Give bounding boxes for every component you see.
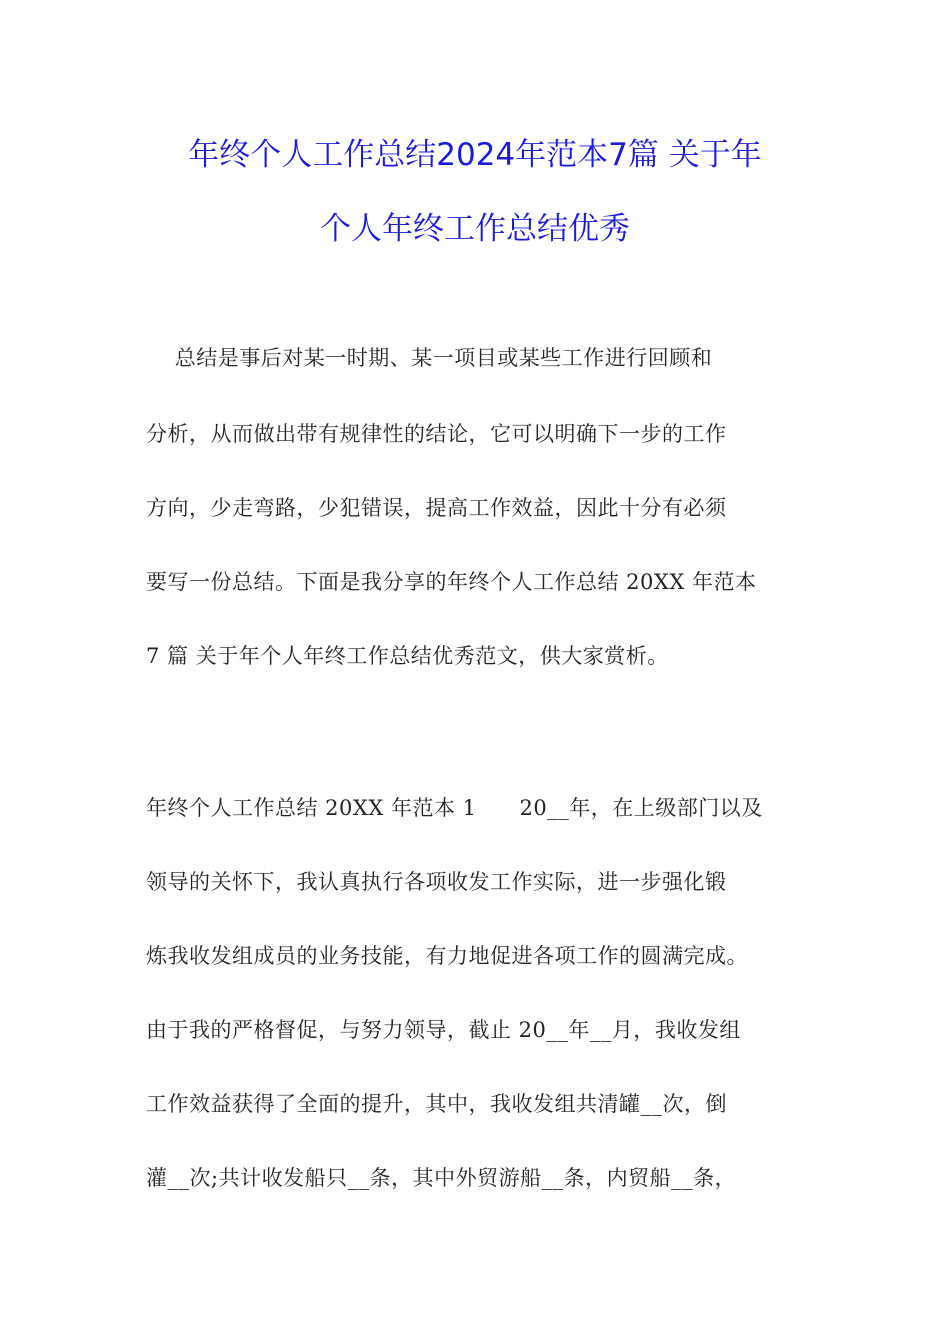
body-line-5: 工作效益获得了全面的提升，其中，我收发组共清罐__次，倒 bbox=[146, 1092, 727, 1116]
body-line-2: 领导的关怀下，我认真执行各项收发工作实际，进一步强化锻 bbox=[146, 870, 727, 894]
intro-line-4: 要写一份总结。下面是我分享的年终个人工作总结 20XX 年范本 bbox=[146, 570, 757, 594]
intro-line-5: 7 篇 关于年个人年终工作总结优秀范文，供大家赏析。 bbox=[146, 644, 669, 668]
body-line-6: 灌__次;共计收发船只__条，其中外贸游船__条，内贸船__条， bbox=[146, 1166, 737, 1190]
intro-line-1: 总结是事后对某一时期、某一项目或某些工作进行回顾和 bbox=[146, 346, 713, 370]
body-line-1: 年终个人工作总结 20XX 年范本 1 20__年，在上级部门以及 bbox=[146, 796, 763, 820]
intro-line-2: 分析，从而做出带有规律性的结论，它可以明确下一步的工作 bbox=[146, 422, 727, 446]
body-line-3: 炼我收发组成员的业务技能，有力地促进各项工作的圆满完成。 bbox=[146, 944, 748, 968]
document-title-line-1: 年终个人工作总结2024年范本7篇 关于年 bbox=[188, 137, 762, 173]
body-line-4: 由于我的严格督促，与努力领导，截止 20__年__月，我收发组 bbox=[146, 1018, 741, 1042]
document-title-line-2: 个人年终工作总结优秀 bbox=[320, 211, 630, 247]
intro-line-3: 方向，少走弯路，少犯错误，提高工作效益，因此十分有必须 bbox=[146, 496, 727, 520]
